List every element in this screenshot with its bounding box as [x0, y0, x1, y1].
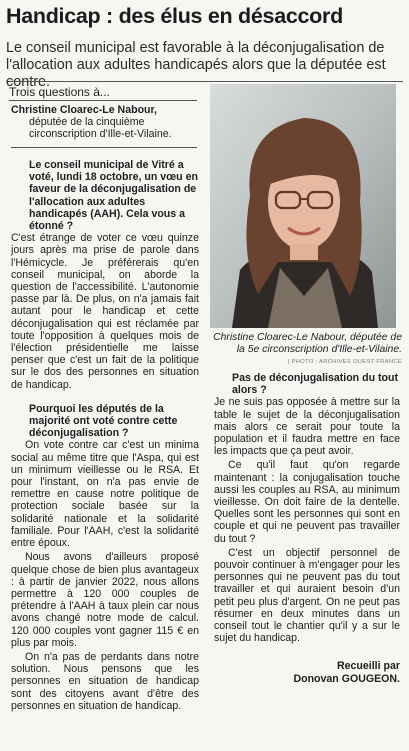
answer-2-paragraph-1: On vote contre car c'est un minima social au même titre que l'Aspa, qui est un minimum vieillesse ou le RSA. Et pour l'instant, on n'a pas envie de remettre en cause notre politique de protection sociale basée sur la solidarité nationale et la solidarité familiale. Pour l'AAH, c'est la solidarité entre époux. — [11, 439, 199, 550]
divider-profile — [11, 147, 197, 148]
answer-3-paragraph-1: Je ne suis pas opposée à mettre sur la table le sujet de la déconjugalisation mais alors ce serait pour toute la population et il faudra mettre en face les impacts que ça peut avoir. — [214, 396, 400, 458]
byline-line1: Recueilli par — [337, 660, 400, 673]
interviewee-role-line2: circonscription d'Ille-et-Vilaine. — [29, 128, 172, 141]
photo-caption: Christine Cloarec-Le Nabour, députée de la 5e circonscription d'Ille-et-Vilaine. — [213, 332, 402, 355]
kicker: Trois questions à... — [9, 85, 110, 99]
portrait-photo — [210, 84, 396, 328]
byline-line2: Donovan GOUGEON. — [293, 672, 400, 685]
divider-top — [6, 81, 403, 82]
interviewee-name: Christine Cloarec-Le Nabour, — [11, 104, 157, 116]
question-2: Pourquoi les députés de la majorité ont voté contre cette déconjugalisation ? — [29, 402, 178, 440]
headline: Handicap : des élus en désaccord — [6, 4, 343, 28]
answer-2-paragraph-3: On n'a pas de perdants dans notre solution. Nous pensons que les personnes en situation de handicap sont des citoyens avant d'être des personnes en situation de handicap. — [11, 650, 199, 712]
left-column — [11, 104, 197, 148]
question-1: Le conseil municipal de Vitré a voté, lundi 18 octobre, un vœu en faveur de la déconjugalisation de l'allocation aux adultes handicapés (AAH). Cela vous a étonné ? — [29, 159, 198, 233]
standfirst: Le conseil municipal est favorable à la déconjugalisation de l'allocation aux adultes handicapés alors que la députée est contre. — [6, 40, 386, 90]
divider-kicker — [9, 100, 197, 101]
interviewee-role-line1: députée de la cinquième — [29, 116, 145, 129]
left-column-body — [11, 159, 199, 712]
question-3: Pas de déconjugalisation du tout alors ? — [232, 372, 398, 397]
answer-1: C'est étrange de voter ce vœu quinze jours après ma prise de parole dans l'Hémicycle. Je préférerais qu'en conseil municipal, on aborde la question de l'accessibilité. L'autonomie passe par là. De plus, on n'a jamais fait autant pour le handicap et cette déconjugalisation qui est réclamée par toute l'opposition à quelques mois de l'élection présidentielle me laisse penser que c'est un fait de la politique sur le dos des personnes en situation de handicap. — [11, 232, 199, 391]
answer-3-paragraph-2: Ce qu'il faut qu'on regarde maintenant : la conjugalisation touche aussi les couples au RSA, au minimum vieillesse. On doit faire de la dentelle. Quelles sont les personnes qui sont en couple et qui ne peuvent pas travailler du tout ? — [214, 459, 400, 545]
answer-3-paragraph-3: C'est un objectif personnel de pouvoir continuer à m'engager pour les personnes qui ne peuvent pas du tout travailler et qui auraient besoin d'un petit peu plus d'argent. On ne peut pas résumer en deux minutes dans un conseil tout le chantier qu'il y a sur le sujet du handicap. — [214, 546, 400, 645]
answer-2-paragraph-2: Nous avons d'ailleurs proposé quelque chose de bien plus avantageux : à partir de janvier 2022, nous allons permettre à 120 000 couples de prétendre à l'AAH à taux plein car nous avons changé notre mode de calcul. 120 000 couples vont gagner 115 € en plus par mois. — [11, 551, 199, 649]
right-column — [214, 372, 400, 685]
photo-credit: | PHOTO : ARCHIVES OUEST-FRANCE — [287, 359, 402, 365]
